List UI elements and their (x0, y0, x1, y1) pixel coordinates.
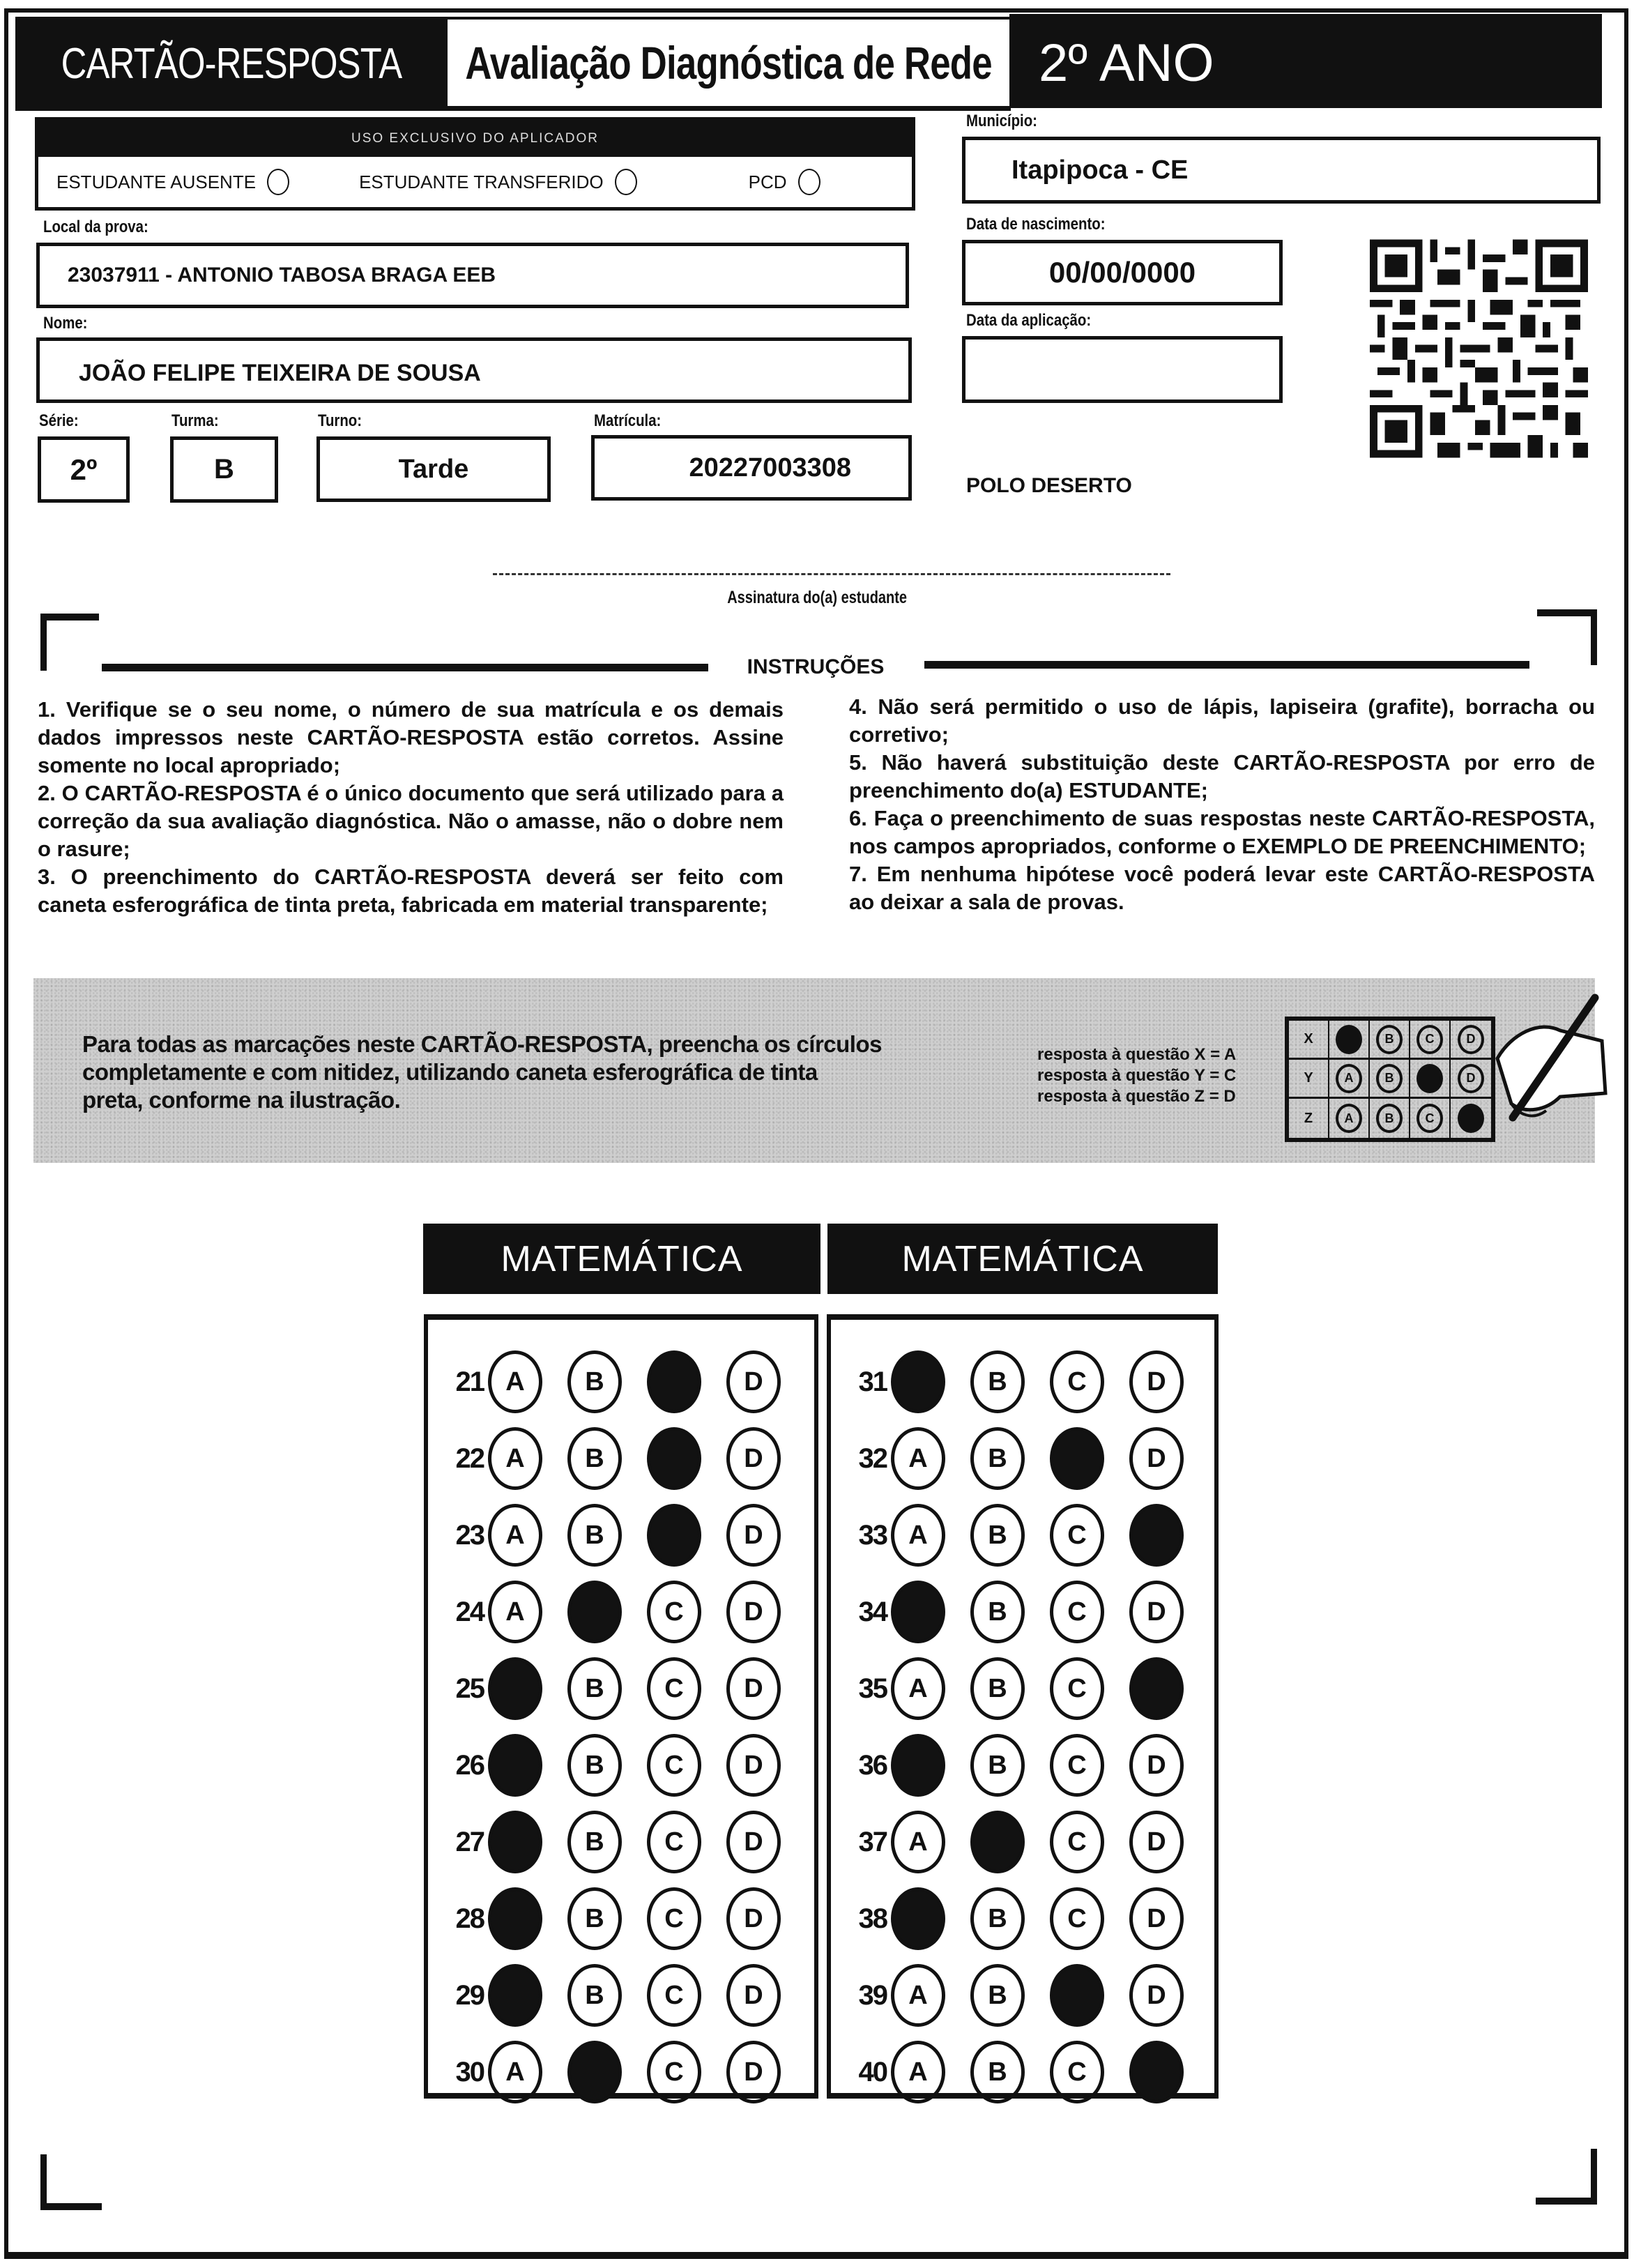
instruction-item: 5. Não haverá substituição deste CARTÃO-RESPOSTA por erro de preenchimento do(a) ESTUDANTE; (849, 750, 1595, 802)
turno-value: Tarde (398, 454, 469, 484)
question-number: 33 (858, 1519, 887, 1551)
grade-label: 2º ANO (1039, 33, 1214, 93)
polo-label: POLO DESERTO (966, 474, 1132, 497)
question-row (434, 1734, 806, 1797)
answer-bubble-c[interactable]: C (647, 2041, 701, 2103)
bubble-b-icon: B (1376, 1104, 1403, 1133)
municipio-value: Itapipoca - CE (1011, 155, 1189, 185)
nascimento-field (962, 240, 1283, 305)
example-row-label: Y (1289, 1060, 1329, 1099)
example-grid (1285, 1017, 1495, 1142)
legend-line: resposta à questão X = A (1037, 1045, 1237, 1064)
serie-field (38, 436, 130, 503)
answer-bubble-c[interactable] (647, 1504, 701, 1567)
answer-column-left (424, 1314, 818, 2099)
answer-bubble-d[interactable] (1129, 2041, 1184, 2103)
radio-circle-icon[interactable] (267, 169, 289, 195)
local-value: 23037911 - ANTONIO TABOSA BRAGA EEB (68, 264, 496, 287)
answer-bubble-a[interactable]: A (891, 1811, 945, 1873)
corner-mark-bottom-right (1591, 2149, 1597, 2205)
question-number: 21 (455, 1366, 484, 1397)
example-text: Para todas as marcações neste CARTÃO-RESPOSTA, preencha os círculos completamente e com nitidez, utilizando caneta esferográfica de tinta preta, conforme na ilustração. (82, 1031, 882, 1113)
option-estudante-transferido[interactable] (359, 169, 637, 195)
nome-label: Nome: (43, 314, 88, 333)
question-row (434, 2041, 806, 2103)
matricula-field (591, 435, 912, 501)
answer-bubble-a[interactable] (891, 1734, 945, 1797)
answer-bubble-a[interactable] (891, 1350, 945, 1413)
legend-line: resposta à questão Z = D (1037, 1087, 1236, 1106)
aplicador-options (38, 157, 912, 207)
question-number: 23 (455, 1519, 484, 1551)
serie-value: 2º (70, 452, 98, 486)
example-row-label: X (1289, 1021, 1329, 1060)
instruction-item: 3. O preenchimento do CARTÃO-RESPOSTA deverá ser feito com caneta esferográfica de tinta preta, fabricada em material transparente; (38, 865, 784, 917)
answer-bubble-c[interactable]: C (647, 1887, 701, 1950)
answer-bubble-b[interactable] (567, 1581, 622, 1643)
instructions-right-column (849, 693, 1595, 916)
option-label: ESTUDANTE TRANSFERIDO (359, 171, 604, 192)
answer-bubble-d[interactable]: D (1129, 1734, 1184, 1797)
answer-bubble-d[interactable]: D (1129, 1811, 1184, 1873)
question-number: 30 (455, 2056, 484, 2087)
answer-bubble-c[interactable]: C (647, 1964, 701, 2027)
answer-bubble-a[interactable]: A (891, 1657, 945, 1720)
answer-bubble-c[interactable]: C (1050, 2041, 1104, 2103)
answer-bubble-a[interactable] (488, 1657, 542, 1720)
answer-bubble-d[interactable]: D (726, 1350, 781, 1413)
answer-bubble-c[interactable] (647, 1350, 701, 1413)
answer-bubble-b[interactable]: B (970, 1427, 1025, 1490)
answer-bubble-a[interactable]: A (891, 1504, 945, 1567)
corner-mark-top-right (1591, 609, 1597, 665)
answer-bubble-c[interactable]: C (647, 1657, 701, 1720)
answer-bubble-b[interactable] (567, 2041, 622, 2103)
answer-bubble-b[interactable]: B (567, 1887, 622, 1950)
answer-bubble-c[interactable] (647, 1427, 701, 1490)
question-number: 27 (455, 1826, 484, 1857)
question-row (837, 1964, 1209, 2027)
turma-field (170, 436, 278, 503)
answer-bubble-d[interactable]: D (726, 1734, 781, 1797)
answer-bubble-c[interactable] (1050, 1427, 1104, 1490)
question-row (837, 1811, 1209, 1873)
instructions-left-column (38, 696, 784, 919)
answer-bubble-d[interactable]: D (726, 1427, 781, 1490)
answer-bubble-b[interactable]: B (567, 1504, 622, 1567)
answer-bubble-b[interactable]: B (567, 1427, 622, 1490)
radio-circle-icon[interactable] (798, 169, 820, 195)
example-band (33, 978, 1595, 1163)
corner-mark-bottom-left (40, 2154, 47, 2210)
answer-bubble-a[interactable]: A (891, 1427, 945, 1490)
signature-label-text: Assinatura do(a) estudante (727, 588, 907, 607)
nascimento-label: Data de nascimento: (966, 215, 1106, 234)
signature-line[interactable] (493, 573, 1170, 575)
answer-bubble-c[interactable] (1050, 1964, 1104, 2027)
answer-bubble-a[interactable] (891, 1581, 945, 1643)
answer-bubble-d[interactable]: D (1129, 1350, 1184, 1413)
answer-bubble-b[interactable] (970, 1811, 1025, 1873)
answer-bubble-d[interactable]: D (726, 1887, 781, 1950)
question-number: 38 (858, 1903, 887, 1934)
question-row (837, 1427, 1209, 1490)
answer-bubble-b[interactable]: B (970, 1657, 1025, 1720)
answer-bubble-a[interactable]: A (891, 1964, 945, 2027)
turma-label: Turma: (171, 411, 219, 430)
question-number: 22 (455, 1443, 484, 1474)
example-row-label: Z (1289, 1099, 1329, 1138)
answer-bubble-a[interactable]: A (488, 1504, 542, 1567)
answer-bubble-a[interactable]: A (488, 2041, 542, 2103)
answer-bubble-d[interactable]: D (726, 1581, 781, 1643)
bubble-d-icon: D (1458, 1064, 1484, 1093)
aplicacao-field[interactable] (962, 336, 1283, 403)
answer-bubble-c[interactable]: C (1050, 1887, 1104, 1950)
answer-bubble-b[interactable]: B (970, 1964, 1025, 2027)
bubble-c-icon: C (1417, 1104, 1443, 1133)
bubble-b-icon: B (1376, 1064, 1403, 1093)
answer-bubble-a[interactable] (488, 1964, 542, 2027)
question-row (837, 1887, 1209, 1950)
aplicacao-label: Data da aplicação: (966, 311, 1092, 330)
answer-bubble-b[interactable]: B (567, 1964, 622, 2027)
serie-label: Série: (39, 411, 79, 430)
answer-bubble-a[interactable]: A (891, 2041, 945, 2103)
instruction-item: 2. O CARTÃO-RESPOSTA é o único documento que será utilizado para a correção da sua avaliação diagnóstica. Não o amasse, não o dobre nem o rasure; (38, 781, 784, 861)
question-row (434, 1657, 806, 1720)
question-number: 37 (858, 1826, 887, 1857)
answer-bubble-d[interactable]: D (1129, 1887, 1184, 1950)
answer-bubble-c[interactable]: C (1050, 1581, 1104, 1643)
option-pcd[interactable] (749, 169, 820, 195)
answer-bubble-b[interactable]: B (567, 1734, 622, 1797)
answer-bubble-b[interactable]: B (567, 1350, 622, 1413)
municipio-label: Município: (966, 112, 1037, 130)
answer-bubble-b[interactable]: B (970, 1887, 1025, 1950)
answer-bubble-c[interactable]: C (1050, 1504, 1104, 1567)
answer-bubble-d[interactable]: D (726, 1964, 781, 2027)
corner-mark-top-right (1537, 609, 1597, 616)
aplicador-heading: USO EXCLUSIVO DO APLICADOR (38, 121, 912, 157)
question-row (434, 1504, 806, 1567)
filled-bubble-icon (1417, 1064, 1443, 1093)
turno-label: Turno: (318, 411, 362, 430)
question-row (837, 1350, 1209, 1413)
question-number: 35 (858, 1673, 887, 1704)
option-label: ESTUDANTE AUSENTE (56, 171, 257, 192)
question-row (837, 1657, 1209, 1720)
subject-header-left: MATEMÁTICA (423, 1224, 820, 1294)
answer-bubble-d[interactable]: D (1129, 1964, 1184, 2027)
legend-line: resposta à questão Y = C (1037, 1066, 1237, 1085)
question-number: 24 (455, 1596, 484, 1627)
municipio-field (962, 137, 1601, 204)
question-row (434, 1887, 806, 1950)
question-number: 32 (858, 1443, 887, 1474)
answer-bubble-d[interactable]: D (726, 1657, 781, 1720)
instructions-title: INSTRUÇÕES (747, 655, 885, 678)
radio-circle-icon[interactable] (615, 169, 637, 195)
qr-code-icon (1370, 239, 1588, 458)
answer-bubble-a[interactable] (488, 1734, 542, 1797)
question-row (434, 1811, 806, 1873)
question-number: 34 (858, 1596, 887, 1627)
question-row (434, 1581, 806, 1643)
answer-bubble-d[interactable]: D (726, 1811, 781, 1873)
answer-bubble-a[interactable]: A (488, 1350, 542, 1413)
question-number: 29 (455, 1979, 484, 2011)
answer-column-right (827, 1314, 1219, 2099)
filled-bubble-icon (1458, 1104, 1484, 1133)
option-label: PCD (748, 171, 787, 192)
instructions-rule-right (924, 661, 1529, 669)
instruction-item: 4. Não será permitido o uso de lápis, lapiseira (grafite), borracha ou corretivo; (849, 694, 1595, 747)
answer-bubble-d[interactable] (1129, 1657, 1184, 1720)
question-number: 40 (858, 2056, 887, 2087)
answer-bubble-d[interactable]: D (1129, 1427, 1184, 1490)
aplicador-box (35, 117, 915, 211)
local-field (36, 243, 909, 308)
answer-bubble-a[interactable]: A (488, 1581, 542, 1643)
subject-header-right: MATEMÁTICA (827, 1224, 1218, 1294)
evaluation-title-text: Avaliação Diagnóstica de Rede (465, 37, 992, 89)
answer-bubble-b[interactable]: B (970, 1350, 1025, 1413)
answer-bubble-a[interactable] (488, 1887, 542, 1950)
instruction-item: 7. Em nenhuma hipótese você poderá levar este CARTÃO-RESPOSTA ao deixar a sala de provas. (849, 862, 1595, 914)
bubble-a-icon: A (1336, 1104, 1362, 1133)
question-number: 26 (455, 1749, 484, 1781)
corner-mark-top-left (40, 614, 99, 621)
question-number: 31 (858, 1366, 887, 1397)
answer-bubble-d[interactable] (1129, 1504, 1184, 1567)
signature-label (0, 588, 1634, 608)
answer-bubble-a[interactable] (891, 1887, 945, 1950)
answer-bubble-b[interactable]: B (970, 1581, 1025, 1643)
question-number: 36 (858, 1749, 887, 1781)
instructions-rule-left (102, 664, 708, 671)
nascimento-value: 00/00/0000 (1048, 256, 1196, 289)
corner-mark-bottom-right (1536, 2198, 1597, 2205)
question-row (434, 1350, 806, 1413)
question-row (837, 1734, 1209, 1797)
hand-with-pen-icon (1483, 992, 1616, 1132)
answer-bubble-c[interactable]: C (1050, 1811, 1104, 1873)
answer-bubble-b[interactable]: B (970, 1504, 1025, 1567)
answer-bubble-b[interactable]: B (567, 1811, 622, 1873)
answer-bubble-b[interactable]: B (970, 1734, 1025, 1797)
option-estudante-ausente[interactable] (56, 169, 289, 195)
question-row (837, 1504, 1209, 1567)
answer-bubble-c[interactable]: C (647, 1581, 701, 1643)
bubble-c-icon: C (1417, 1025, 1443, 1054)
corner-mark-top-left (40, 614, 47, 671)
bubble-b-icon: B (1376, 1025, 1403, 1054)
example-legend (1037, 1044, 1236, 1107)
answer-bubble-a[interactable] (488, 1811, 542, 1873)
corner-mark-bottom-left (40, 2203, 102, 2210)
local-label: Local da prova: (43, 218, 148, 236)
question-number: 25 (455, 1673, 484, 1704)
matricula-value: 20227003308 (689, 452, 851, 482)
answer-bubble-c[interactable]: C (647, 1811, 701, 1873)
answer-bubble-b[interactable]: B (970, 2041, 1025, 2103)
nome-value: JOÃO FELIPE TEIXEIRA DE SOUSA (79, 359, 481, 386)
card-title: CARTÃO-RESPOSTA (61, 40, 402, 88)
matricula-label: Matrícula: (594, 411, 662, 430)
filled-bubble-icon (1336, 1025, 1362, 1054)
answer-bubble-b[interactable]: B (567, 1657, 622, 1720)
turma-value: B (214, 454, 234, 485)
question-row (434, 1427, 806, 1490)
answer-bubble-d[interactable]: D (1129, 1581, 1184, 1643)
answer-bubble-c[interactable]: C (1050, 1350, 1104, 1413)
answer-bubble-c[interactable]: C (1050, 1657, 1104, 1720)
question-row (837, 1581, 1209, 1643)
answer-bubble-c[interactable]: C (647, 1734, 701, 1797)
evaluation-title (448, 20, 1009, 106)
question-number: 39 (858, 1979, 887, 2011)
nome-field (36, 337, 912, 403)
question-row (434, 1964, 806, 2027)
answer-bubble-d[interactable]: D (726, 2041, 781, 2103)
bubble-d-icon: D (1458, 1025, 1484, 1054)
instruction-item: 6. Faça o preenchimento de suas respostas neste CARTÃO-RESPOSTA, nos campos apropriados, conforme o EXEMPLO DE PREENCHIMENTO; (849, 806, 1595, 858)
bubble-a-icon: A (1336, 1064, 1362, 1093)
question-row (837, 2041, 1209, 2103)
answer-bubble-d[interactable]: D (726, 1504, 781, 1567)
question-number: 28 (455, 1903, 484, 1934)
answer-bubble-a[interactable]: A (488, 1427, 542, 1490)
instruction-item: 1. Verifique se o seu nome, o número de sua matrícula e os demais dados impressos neste CARTÃO-RESPOSTA estão corretos. Assine somente no local apropriado; (38, 697, 784, 777)
turno-field (316, 436, 551, 502)
answer-bubble-c[interactable]: C (1050, 1734, 1104, 1797)
